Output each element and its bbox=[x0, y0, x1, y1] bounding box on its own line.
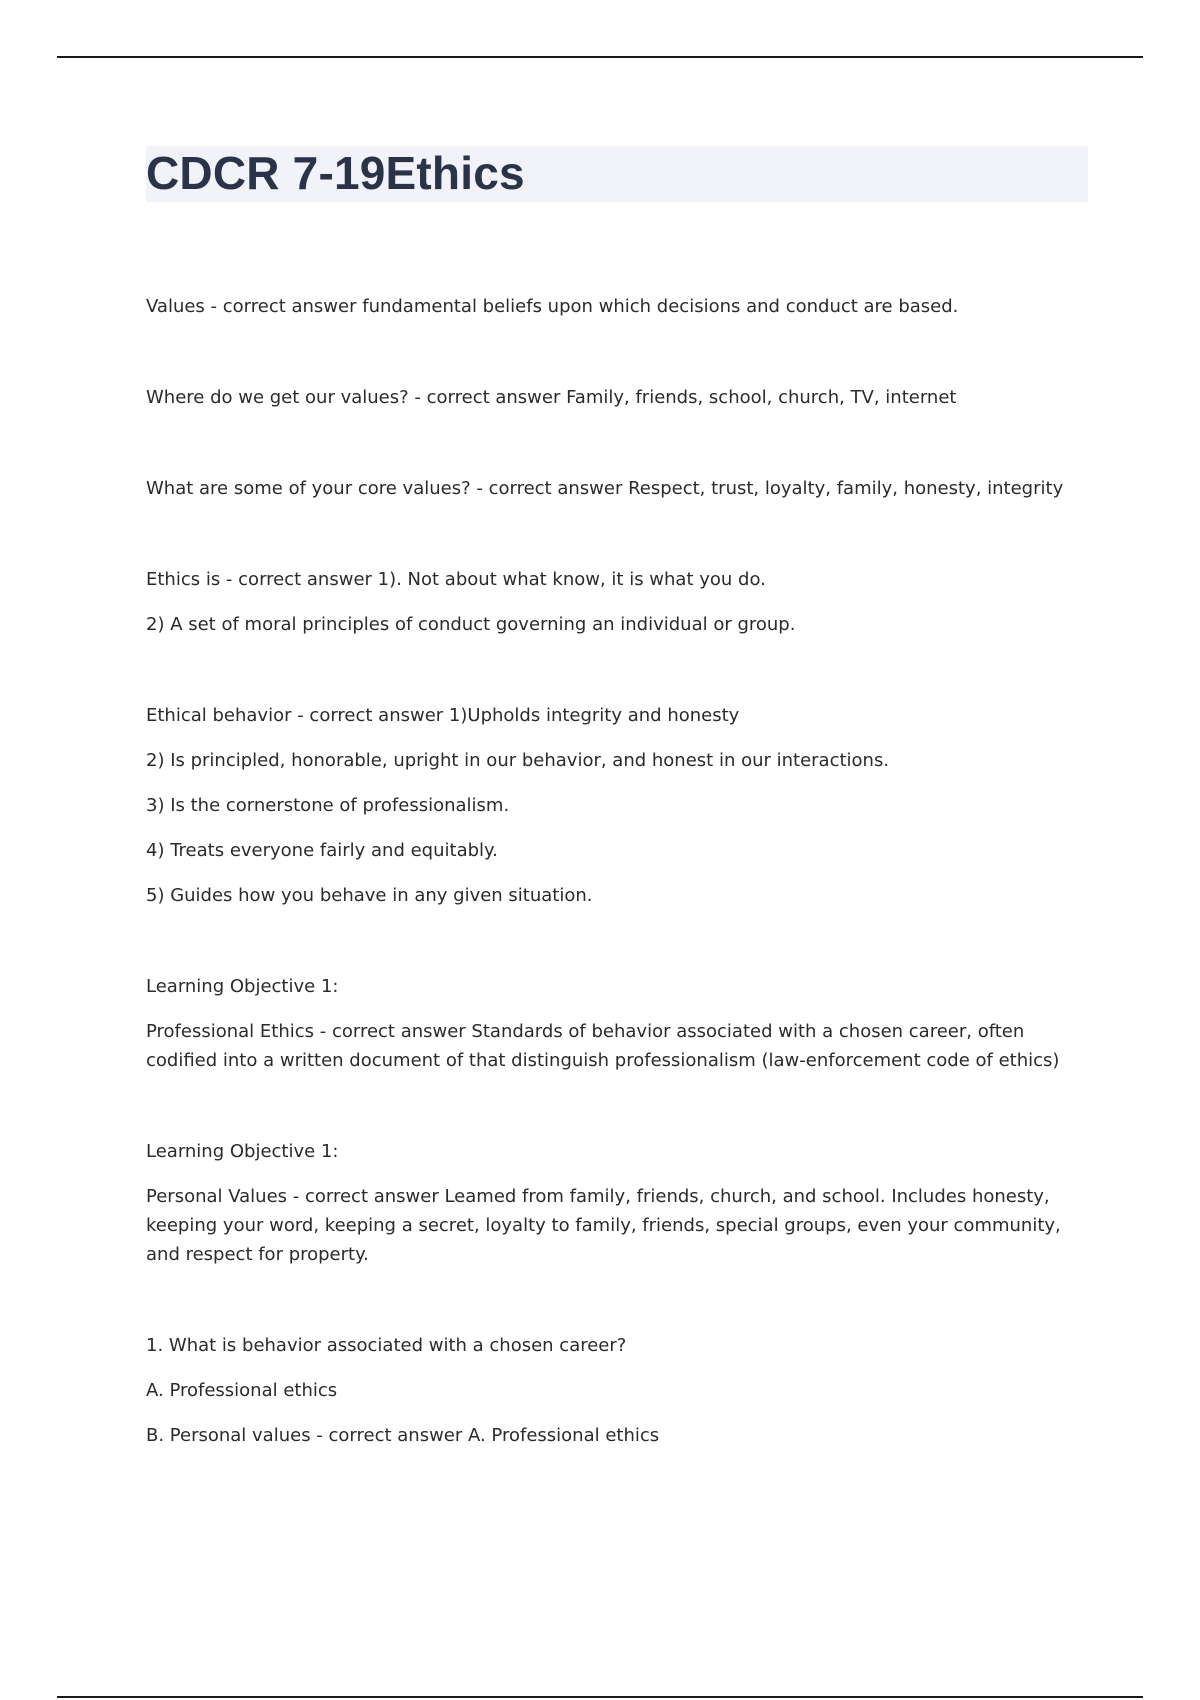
qa-block-value-sources bbox=[146, 383, 1096, 412]
answer-option: A. Professional ethics bbox=[146, 1380, 338, 1401]
section-label: Learning Objective 1: bbox=[146, 976, 339, 997]
qa-block-ethics bbox=[146, 565, 1096, 639]
qa-line: 4) Treats everyone fairly and equitably. bbox=[146, 840, 498, 861]
qa-line: Where do we get our values? - correct answer Family, friends, school, church, TV, internet bbox=[146, 387, 957, 408]
qa-block-professional-ethics bbox=[146, 972, 1096, 1075]
question-text: 1. What is behavior associated with a chosen career? bbox=[146, 1335, 627, 1356]
qa-line: Professional Ethics - correct answer Standards of behavior associated with a chosen career, often codified into a written document of that distinguish professionalism (law-enforcement code of ethics) bbox=[146, 1021, 1060, 1071]
qa-block-core-values bbox=[146, 474, 1096, 503]
qa-line: 2) Is principled, honorable, upright in our behavior, and honest in our interactions. bbox=[146, 750, 890, 771]
qa-line: 3) Is the cornerstone of professionalism. bbox=[146, 795, 510, 816]
qa-line: Values - correct answer fundamental beliefs upon which decisions and conduct are based. bbox=[146, 296, 959, 317]
qa-line: What are some of your core values? - correct answer Respect, trust, loyalty, family, honesty, integrity bbox=[146, 478, 1064, 499]
qa-block-values bbox=[146, 292, 1096, 321]
qa-block-personal-values bbox=[146, 1137, 1096, 1269]
answer-option: B. Personal values - correct answer A. Professional ethics bbox=[146, 1425, 660, 1446]
document-title: CDCR 7-19Ethics bbox=[146, 147, 525, 199]
qa-line: 2) A set of moral principles of conduct governing an individual or group. bbox=[146, 614, 796, 635]
section-label: Learning Objective 1: bbox=[146, 1141, 339, 1162]
qa-line: 5) Guides how you behave in any given situation. bbox=[146, 885, 593, 906]
qa-block-ethical-behavior bbox=[146, 701, 1096, 910]
qa-line: Personal Values - correct answer Leamed from family, friends, church, and school. Includes honesty, keeping your word, keeping a secret, loyalty to family, friends, special groups, even your community, and respect for property. bbox=[146, 1186, 1061, 1265]
qa-line: Ethics is - correct answer 1). Not about what know, it is what you do. bbox=[146, 569, 766, 590]
header-rule bbox=[57, 56, 1143, 58]
qa-block-question-1 bbox=[146, 1331, 1096, 1450]
qa-line: Ethical behavior - correct answer 1)Upholds integrity and honesty bbox=[146, 705, 740, 726]
footer-rule bbox=[57, 1696, 1143, 1698]
document-body bbox=[146, 292, 1096, 1512]
